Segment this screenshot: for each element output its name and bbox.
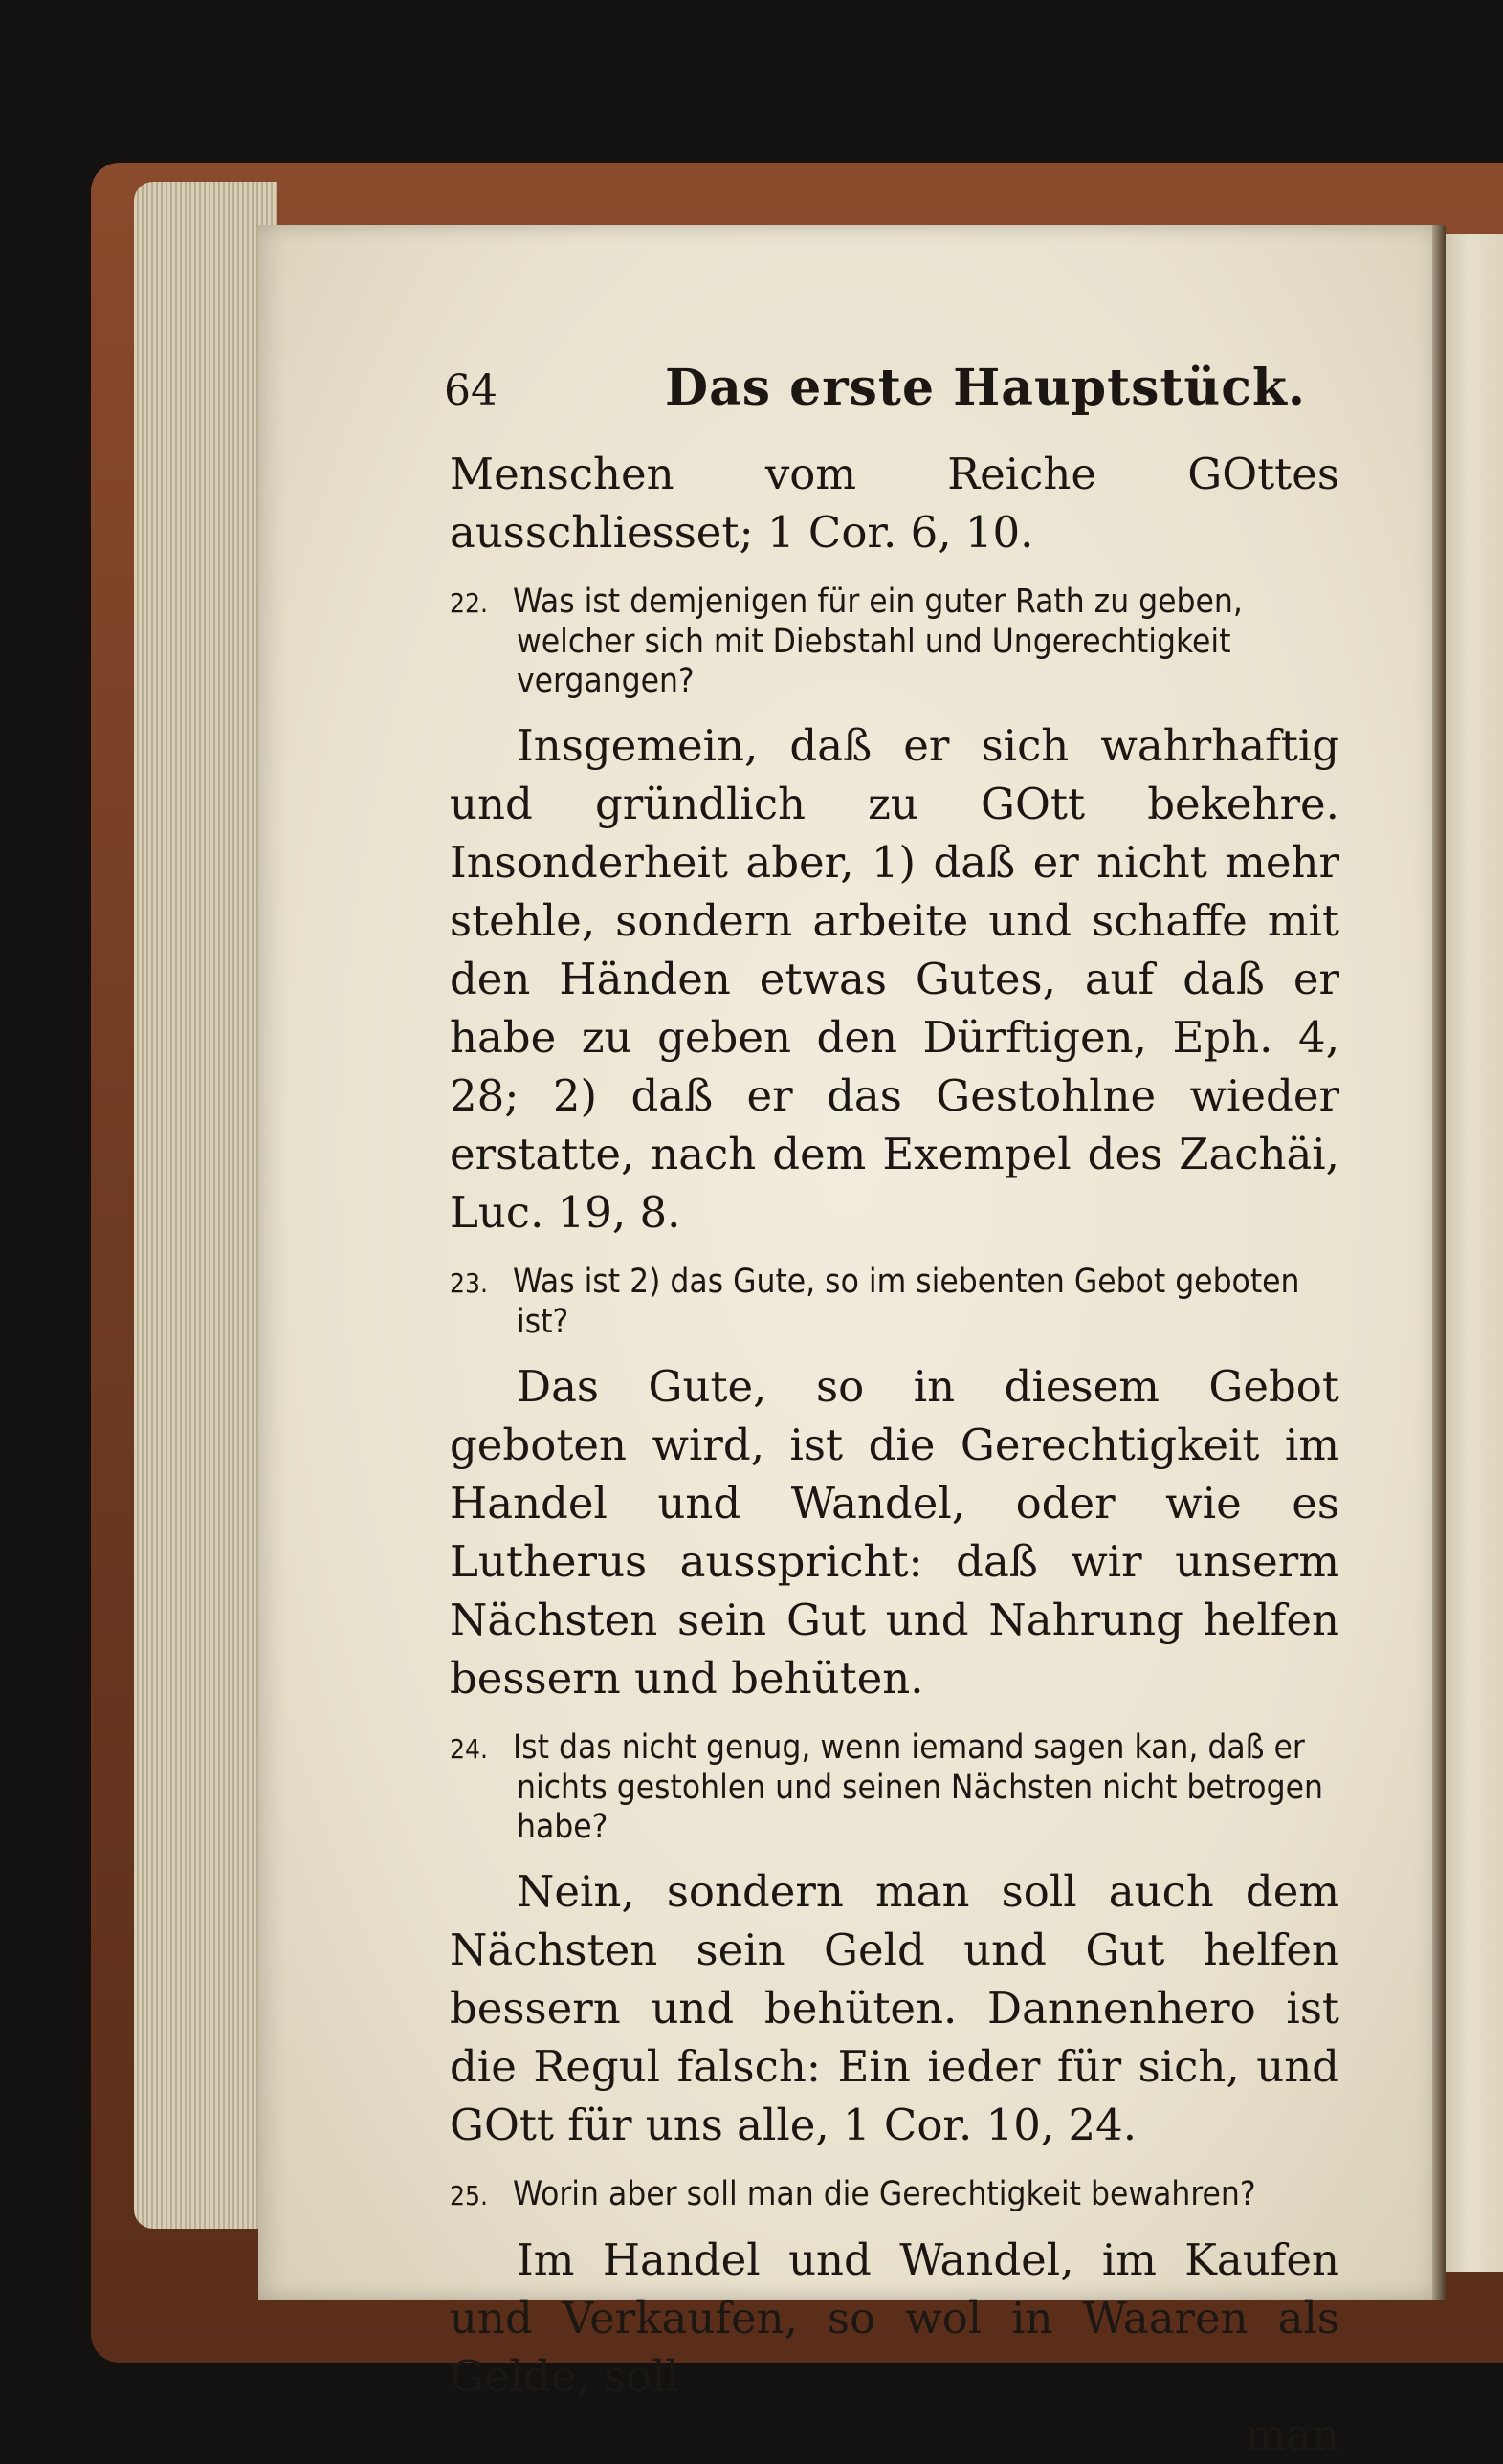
page-edges [134,182,277,2229]
catchword: man [1245,2409,1339,2460]
question-text: Was ist demjenigen für ein guter Rath zu geben, welcher sich mit Diebstahl und Ungerechtigkeit vergangen? [513,583,1243,700]
question-number: 25. [450,2180,489,2211]
page-gutter [1432,225,1446,2300]
question-text: Worin aber soll man die Gerechtigkeit bewahren? [513,2175,1256,2213]
question-23 [450,1263,1339,1342]
paragraph-continued: Menschen vom Reiche GOttes ausschliesset; 1 Cor. 6, 10. [450,449,1339,558]
running-header [444,359,1339,445]
page-number: 64 [444,366,497,415]
question-22 [450,583,1339,701]
facing-page-edge [1445,234,1503,2272]
question-24 [450,1728,1339,1847]
answer-24: Nein, sondern man soll auch dem Nächsten sein Geld und Gut helfen bessern und behüten. Dannenhero ist die Regul falsch: Ein ieder für sich, und GOtt für uns alle, 1 Cor. 10, 24. [450,1866,1339,2150]
question-number: 23. [450,1267,489,1299]
answer-23: Das Gute, so in diesem Gebot geboten wird, ist die Gerechtigkeit im Handel und Wandel, oder wie es Lutherus ausspricht: daß wir unserm Nächsten sein Gut und Nahrung helfen bessern und behüten. [450,1361,1339,1704]
question-number: 24. [450,1733,489,1765]
running-title: Das erste Hauptstück. [665,359,1307,417]
answer-25: Im Handel und Wandel, im Kaufen und Verkaufen, so wol in Waaren als Gelde, soll [450,2234,1339,2402]
question-25 [450,2175,1339,2215]
question-number: 22. [450,587,489,619]
page-text-block [444,359,1339,2464]
question-text: Ist das nicht genug, wenn iemand sagen kan, daß er nichts gestohlen und seinen Nächsten nicht betrogen habe? [513,1728,1323,1846]
question-text: Was ist 2) das Gute, so im siebenten Gebot geboten ist? [513,1263,1300,1341]
answer-22: Insgemein, daß er sich wahrhaftig und gründlich zu GOtt bekehre. Insonderheit aber, 1) daß er nicht mehr stehle, sondern arbeite und schaffe mit den Händen etwas Gutes, auf daß er habe zu geben den Dürftigen, Eph. 4, 28; 2) daß er das Gestohlne wieder erstatte, nach dem Exempel des Zachäi, Luc. 19, 8. [450,720,1339,1238]
